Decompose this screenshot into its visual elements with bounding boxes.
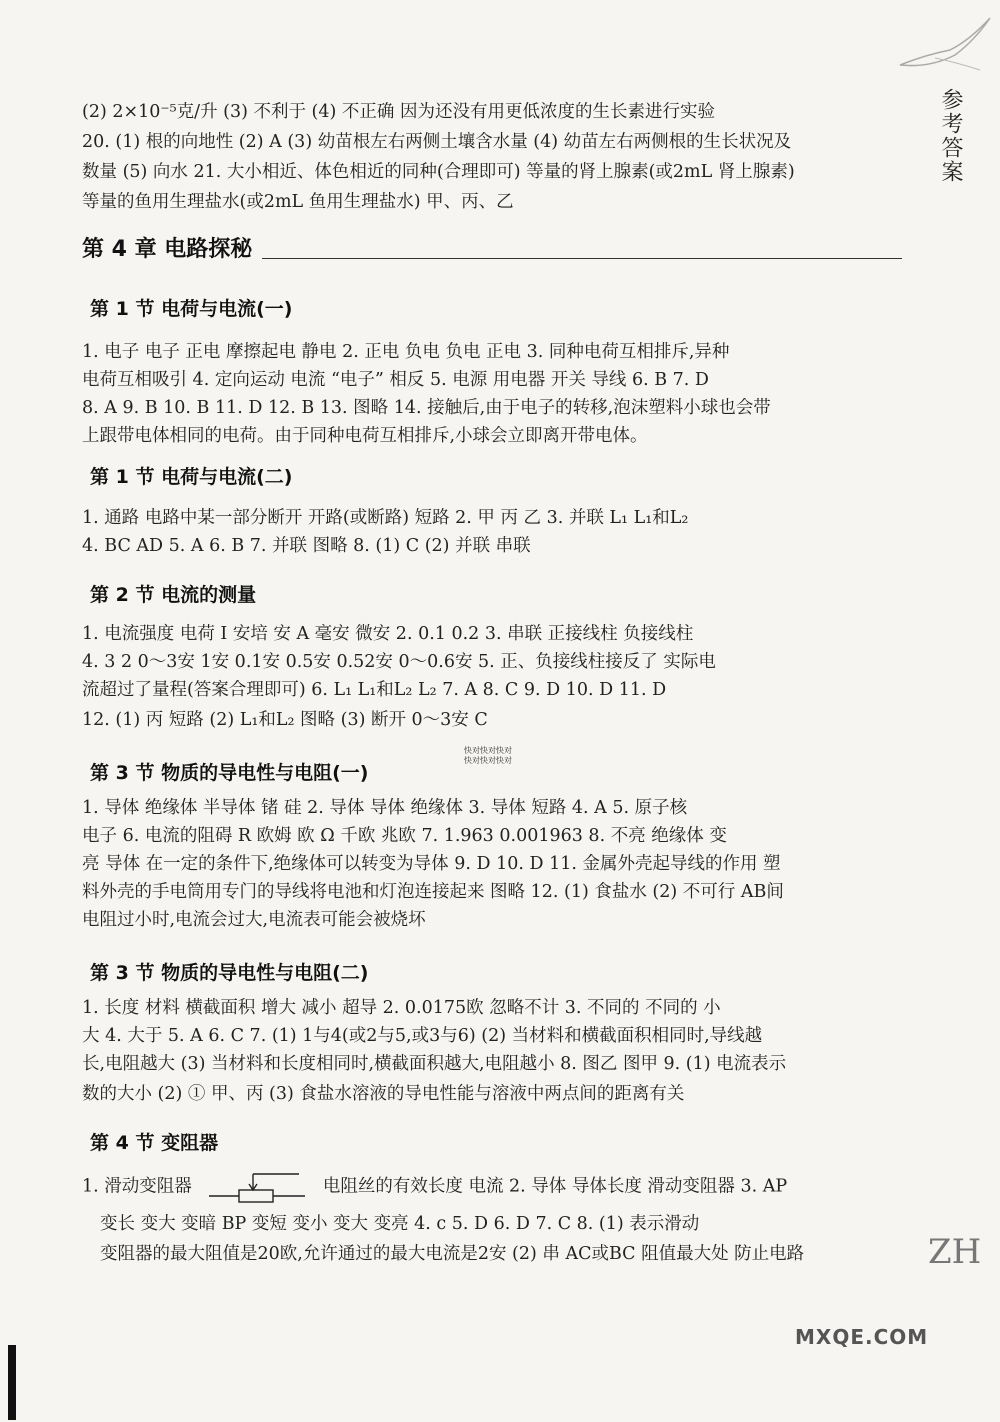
answer-line: 料外壳的手电筒用专门的导线将电池和灯泡连接起来 图略 12. (1) 食盐水 (2) 不可行 AB间 [82, 882, 784, 902]
section-title: 第 1 节 电荷与电流(二) [90, 466, 293, 488]
page-corner-mark: ZH [928, 1232, 982, 1272]
side-tab-label: 参考答案 [938, 88, 963, 184]
top-line-2: 20. (1) 根的向地性 (2) A (3) 幼苗根左右两侧土壤含水量 (4) 幼苗左右两侧根的生长状况及 [82, 132, 792, 152]
answer-line: 1. 电子 电子 正电 摩擦起电 静电 2. 正电 负电 负电 正电 3. 同种电荷互相排斥,异种 [82, 342, 730, 362]
answer-line: 数的大小 (2) ① 甲、丙 (3) 食盐水溶液的导电性能与溶液中两点间的距离有关 [82, 1084, 685, 1104]
watermark-text: 快对快对快对 快对快对快对 [464, 746, 512, 765]
answer-line: 1. 长度 材料 横截面积 增大 减小 超导 2. 0.0175欧 忽略不计 3. 不同的 不同的 小 [82, 998, 721, 1018]
bird-decoration-icon [895, 10, 995, 80]
chapter-rule [262, 258, 902, 259]
answer-line: 1. 导体 绝缘体 半导体 锗 硅 2. 导体 导体 绝缘体 3. 导体 短路 4. A 5. 原子核 [82, 798, 688, 818]
answer-line: 8. A 9. B 10. B 11. D 12. B 13. 图略 14. 接触后,由于电子的转移,泡沫塑料小球也会带 [82, 398, 771, 418]
binding-edge [8, 1345, 16, 1420]
answer-line: 4. 3 2 0～3安 1安 0.1安 0.5安 0.52安 0～0.6安 5. 正、负接线柱接反了 实际电 [82, 652, 716, 672]
answer-line: 电子 6. 电流的阻碍 R 欧姆 欧 Ω 千欧 兆欧 7. 1.963 0.001963 8. 不亮 绝缘体 变 [82, 826, 727, 846]
site-logo: MXQE.COM [795, 1325, 929, 1349]
answer-line: 变阻器的最大阻值是20欧,允许通过的最大电流是2安 (2) 串 AC或BC 阻值最大处 防止电路 [100, 1244, 805, 1264]
section-title: 第 3 节 物质的导电性与电阻(二) [90, 962, 369, 984]
chapter-title: 第 4 章 电路探秘 [82, 237, 253, 262]
answer-line: 长,电阻越大 (3) 当材料和长度相同时,横截面积越大,电阻越小 8. 图乙 图甲 9. (1) 电流表示 [82, 1054, 787, 1074]
section-title: 第 1 节 电荷与电流(一) [90, 298, 293, 320]
section-title: 第 2 节 电流的测量 [90, 584, 257, 606]
answer-line: 12. (1) 丙 短路 (2) L₁和L₂ 图略 (3) 断开 0～3安 C [82, 710, 488, 730]
answer-line: 上跟带电体相同的电荷。由于同种电荷互相排斥,小球会立即离开带电体。 [82, 426, 648, 446]
answer-line: 大 4. 大于 5. A 6. C 7. (1) 1与4(或2与5,或3与6) (2) 当材料和横截面积相同时,导线越 [82, 1026, 763, 1046]
chapter-heading [82, 232, 902, 263]
answer-line: 电阻过小时,电流会过大,电流表可能会被烧坏 [82, 910, 426, 930]
answer-line: 1. 电流强度 电荷 I 安培 安 A 毫安 微安 2. 0.1 0.2 3. 串联 正接线柱 负接线柱 [82, 624, 694, 644]
answer-line: 亮 导体 在一定的条件下,绝缘体可以转变为导体 9. D 10. D 11. 金属外壳起导线的作用 塑 [82, 854, 781, 874]
top-line-3: 数量 (5) 向水 21. 大小相近、体色相近的同种(合理即可) 等量的肾上腺素(或2mL 肾上腺素) [82, 162, 795, 182]
answer-line: 变长 变大 变暗 BP 变短 变小 变大 变亮 4. c 5. D 6. D 7. C 8. (1) 表示滑动 [100, 1214, 700, 1234]
answer-line: 4. BC AD 5. A 6. B 7. 并联 图略 8. (1) C (2) 并联 串联 [82, 536, 531, 556]
answer-line: 1. 通路 电路中某一部分断开 开路(或断路) 短路 2. 甲 丙 乙 3. 并联 L₁ L₁和L₂ [82, 508, 689, 528]
section-title: 第 3 节 物质的导电性与电阻(一) [90, 762, 369, 784]
answer-line: 流超过了量程(答案合理即可) 6. L₁ L₁和L₂ L₂ 7. A 8. C 9. D 10. D 11. D [82, 680, 667, 700]
answer-line-with-diagram: 1. 滑动变阻器 电阻丝的有效长度 电流 2. 导体 导体长度 滑动变阻器 3. AP [82, 1170, 912, 1204]
top-line-4: 等量的鱼用生理盐水(或2mL 鱼用生理盐水) 甲、丙、乙 [82, 192, 514, 212]
answer-line: 电荷互相吸引 4. 定向运动 电流 “电子” 相反 5. 电源 用电器 开关 导线 6. B 7. D [82, 370, 709, 390]
rheostat-symbol-icon [207, 1170, 307, 1204]
top-line-1: (2) 2×10⁻⁵克/升 (3) 不利于 (4) 不正确 因为还没有用更低浓度的生长素进行实验 [82, 102, 715, 122]
section-title: 第 4 节 变阻器 [90, 1132, 219, 1154]
